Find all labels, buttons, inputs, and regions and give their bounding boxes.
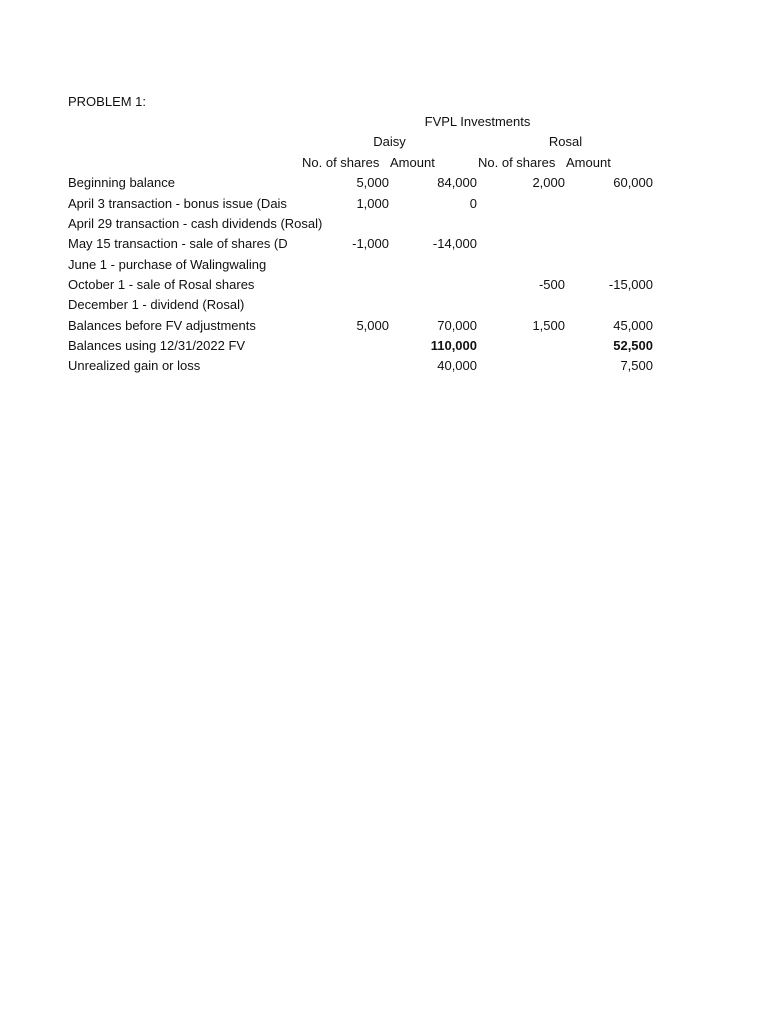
table-row xyxy=(0,196,768,216)
rosal-heading: Rosal xyxy=(548,134,583,149)
row-label: April 3 transaction - bonus issue (Dais xyxy=(68,196,287,211)
fvpl-investments-heading: FVPL Investments xyxy=(424,114,531,129)
rosal-shares-cell: 1,500 xyxy=(532,318,565,333)
rosal-amount-cell: 60,000 xyxy=(613,175,653,190)
daisy-shares-header: No. of shares xyxy=(302,155,380,170)
table-row xyxy=(0,257,768,277)
rosal-amount-cell: 45,000 xyxy=(613,318,653,333)
row-label: Balances using 12/31/2022 FV xyxy=(68,338,246,353)
daisy-amount-cell: 70,000 xyxy=(437,318,477,333)
row-label: June 1 - purchase of Walingwaling xyxy=(68,257,267,272)
row-label: May 15 transaction - sale of shares (D xyxy=(68,236,288,251)
rosal-amount-header: Amount xyxy=(566,155,611,170)
daisy-amount-cell: 40,000 xyxy=(437,358,477,373)
rosal-amount-cell: 7,500 xyxy=(620,358,653,373)
rosal-shares-header: No. of shares xyxy=(478,155,556,170)
row-label: October 1 - sale of Rosal shares xyxy=(68,277,255,292)
table-row xyxy=(0,216,768,236)
daisy-shares-cell: 5,000 xyxy=(356,318,389,333)
daisy-amount-cell: -14,000 xyxy=(432,236,477,251)
rosal-shares-cell: -500 xyxy=(538,277,565,292)
table-row xyxy=(0,236,768,256)
rosal-shares-cell: 2,000 xyxy=(532,175,565,190)
row-label: Beginning balance xyxy=(68,175,175,190)
daisy-amount-cell: 84,000 xyxy=(437,175,477,190)
daisy-shares-cell: -1,000 xyxy=(352,236,389,251)
rosal-amount-cell: -15,000 xyxy=(608,277,653,292)
row-label: April 29 transaction - cash dividends (Rosal) xyxy=(68,216,323,231)
daisy-heading: Daisy xyxy=(373,134,406,149)
daisy-shares-cell: 1,000 xyxy=(356,196,389,211)
row-label: December 1 - dividend (Rosal) xyxy=(68,297,245,312)
table-row xyxy=(0,358,768,378)
table-row xyxy=(0,297,768,317)
problem-title: PROBLEM 1: xyxy=(68,94,147,109)
daisy-amount-cell: 0 xyxy=(469,196,477,211)
table-row xyxy=(0,318,768,338)
daisy-amount-cell: 110,000 xyxy=(430,338,477,353)
row-label: Balances before FV adjustments xyxy=(68,318,256,333)
table-row xyxy=(0,175,768,195)
row-label: Unrealized gain or loss xyxy=(68,358,201,373)
daisy-amount-header: Amount xyxy=(390,155,435,170)
daisy-shares-cell: 5,000 xyxy=(356,175,389,190)
table-row xyxy=(0,338,768,358)
rosal-amount-cell: 52,500 xyxy=(613,338,653,353)
table-row xyxy=(0,277,768,297)
